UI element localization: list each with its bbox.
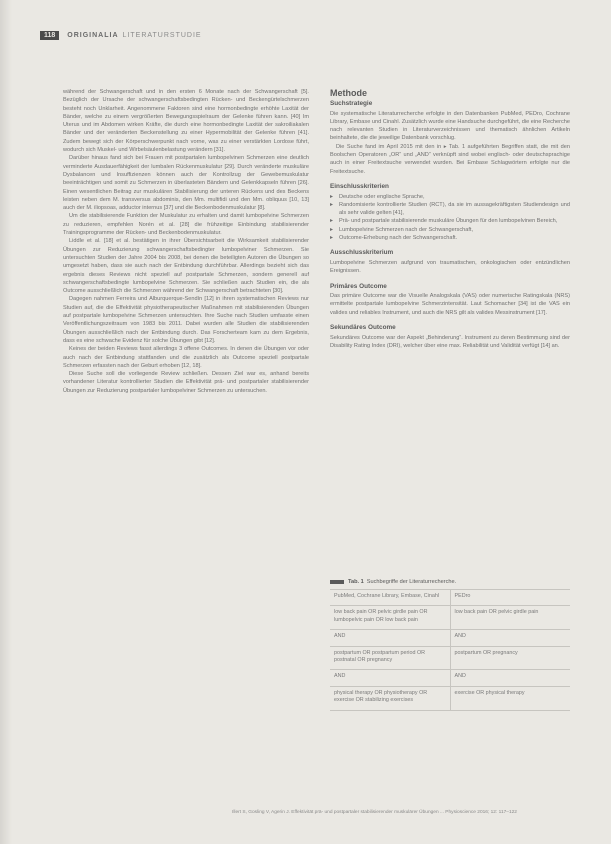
methods-heading: Methode — [330, 88, 367, 98]
body-paragraph: Diese Suche soll die vorliegende Review schließen. Dessen Ziel war es, anhand bereits vorhandener Literatur kontrollierter Studien die Effektivität prä- und postpartaler stabilisierender Übungen zur Reduzierung postpartaler lumbopelviner Schmerzen zu untersuchen. — [63, 371, 309, 394]
section-label: ORIGINALIA — [67, 31, 119, 39]
table-cell: physical therapy OR physiotherapy OR exercise OR stabilizing exercises — [330, 686, 450, 710]
list-item: ▸ Lumbopelvine Schmerzen nach der Schwangerschaft, — [330, 226, 570, 234]
body-paragraph: Keines der beiden Reviews fasst allerdings 3 offene Outcomes. In denen die Übungen vor oder auch nach der Entbindung stattfanden und die zusätzlich als Outcome speziell postpartale Schmerzen erfassten nach der Geburt erhoben [12, 18]. — [63, 346, 309, 369]
body-paragraph: Lumbopelvine Schmerzen aufgrund von traumatischen, onkologischen oder entzündlichen Ereignissen. — [330, 259, 570, 275]
inclusion-list — [330, 193, 570, 243]
body-paragraph: Liddle et al. [18] et al. bestätigen in ihrer Übersichtsarbeit die Wirksamkeit stabilisierender Übungen zur Reduzierung schwangerschaftsbedingter lumbopelviner Schmerzen. Sie untersuchten Studien der Jahre 2004 bis 2008, bei denen die beteiligten Autoren die Übungen so umgesetzt haben, dass sie auch nach der Entbindung durchführbar. Allerdings bezieht sich das ergebnis dieses Reviews nicht speziell auf postpartale Schmerzen, sondern generell auf schwangerschaftsbedingte lumbopelvine Schmerzen. Sie schließen auch Studien ein, die als Outcome ausschließlich die Schmerzen während der Schwangerschaft betrachteten [30]. — [63, 238, 309, 295]
table-row — [330, 606, 570, 630]
table-cell: low back pain OR pelvic girdle pain OR lumbopelvic pain OR low back pain — [330, 606, 450, 630]
body-paragraph: Die systematische Literaturrecherche erfolgte in den Datenbanken PubMed, PEDro, Cochrane Library, Embase und Cinahl. Zusätzlich wurde eine Handsuche durchgeführt, die eine Recherche nach relevanten Studien in Literaturverzeichnissen und thematisch ähnlichen Artikeln beinhaltete, die die jeweilige Datenbank vorschlug. — [330, 110, 570, 142]
page-number: 118 — [40, 31, 59, 40]
subsection-label: LITERATURSTUDIE — [122, 31, 202, 39]
search-strategy-heading: Suchstrategie — [330, 100, 373, 107]
table-row — [330, 630, 570, 646]
table-cell: PubMed, Cochrane Library, Embase, Cinahl — [330, 590, 450, 606]
exclusion-criterion-heading: Ausschlusskriterium — [330, 249, 394, 257]
table-row — [330, 590, 570, 606]
table-cell: PEDro — [450, 590, 570, 606]
right-column — [330, 88, 570, 350]
body-paragraph: Die Suche fand im April 2015 mit den in ▸ Tab. 1 aufgeführten Begriffen statt, die mit den Boolschen Operatoren „OR“ und „AND“ verknüpft sind wobei englisch- oder deutschsprachige auch in einer Freitextsuche verwendet wurden. Bei Embase Schlagwörtern erfolgte nur die Freitextsuche. — [330, 143, 570, 175]
list-item: ▸ Deutsche oder englische Sprache, — [330, 193, 570, 201]
table-cell: low back pain OR pelvic girdle pain — [450, 606, 570, 630]
body-paragraph: Darüber hinaus fand sich bei Frauen mit postpartalen lumbopelvinen Schmerzen eine deutlich verminderte Ausdauerfähigkeit der lumbalen Rückenmuskulatur [29]. Durch veränderte muskuläre Dysbalancen und Insuffizienzen können auch der Kontrollzug der Gewebemuskulatur beeinträchtigen und somit zu Schmerzen in überlasteten Bändern und Gelenkkapseln führen [26]. Einen wesentlichen Beitrag zur muskulären Stabilisierung der unteren Rückens und des Beckens leisten neben dem M. transversus abdominis, den Mm. multifidi und den Mm. obliquus [10, 13] auch der M. iliopsoas, adductor internus [37] und die Beckenbodenmuskulatur [8]. — [63, 155, 309, 212]
table-cell: AND — [450, 670, 570, 686]
secondary-outcome-heading: Sekundäres Outcome — [330, 324, 396, 332]
table-row — [330, 670, 570, 686]
table-cell: exercise OR physical therapy — [450, 686, 570, 710]
table-caption-text: Suchbegriffe der Literaturrecherche. — [366, 579, 457, 585]
table-cell: AND — [450, 630, 570, 646]
table-caption — [330, 578, 570, 586]
list-item: ▸ Prä- und postpartale stabilisierende muskuläre Übungen für den lumbopelvinen Bereich, — [330, 217, 570, 225]
page-footer-citation: Illert S, Gosling V, Agerin J. Effektivität prä- und postpartaler stabilisierender muskulärer Übungen ... Physioscience 2016; 12: 117–122 — [232, 810, 517, 815]
inclusion-criteria-heading: Einschlusskriterien — [330, 182, 389, 190]
primary-outcome-heading: Primäres Outcome — [330, 282, 387, 290]
table-cell: postpartum OR postpartum period OR postnatal OR pregnancy — [330, 646, 450, 670]
table-cell: AND — [330, 630, 450, 646]
running-header — [40, 30, 570, 40]
list-item: ▸ Randomisierte kontrollierte Studien (RCT), da sie im aussagekräftigsten Studiendesign und als sehr valide gelten [41], — [330, 201, 570, 218]
binding-shadow — [0, 0, 12, 844]
caption-marker — [330, 580, 344, 584]
table-row — [330, 686, 570, 710]
table-label: Tab. 1 — [348, 579, 364, 585]
list-item: ▸ Outcome-Erhebung nach der Schwangerschaft. — [330, 234, 570, 242]
body-paragraph: Dagegen nahmen Ferreira und Alburquerque-Sendín [12] in ihren systematischen Reviews nur Studien auf, die die Effektivität physiotherapeutischer Maßnahmen mit stabilisierenden Übungen auf postpartale lumbopelvine Schmerzen untersuchten. Ihre Suche nach Studien umfasste einen Veröffentlichungszeitraum von 1983 bis 2011. Dabei wurden alle Studien die stabilisierenden Übungen ausschließlich nach der Entbindung durch. Das Forscherteam kam zu dem Ergebnis, dass es eine schwache Evidenz für solche Übungen gibt [12]. — [63, 296, 309, 344]
left-column — [63, 88, 309, 395]
body-paragraph: während der Schwangerschaft und in den ersten 6 Monate nach der Schwangerschaft [5]. Bezüglich der Ursache der schwangerschaftsbedingten Rücken- und Beckengürtelschmerzen besteht noch Unklarheit. Angenommene Faktoren sind eine hormonbedingte erhöhte Laxität der Bänder, welche zu einem vergrößerten Bewegungsspielraum der Gelenke führen kann. [40] Im Uterus und im Abdomen wirken Kräfte, die durch eine hormonbedingte Laxität der sakroiliakalen Bänder und der veränderten Beckenstellung zu einer Hypermobilität der Gelenke führen [41]. Zudem bewegt sich der Körperschwerpunkt nach vorne, was zu einer verstärkten Lordose führt, wodurch sich Muskel- und Wirbelsäulenbelastung verändern [31]. — [63, 89, 309, 154]
table-row — [330, 646, 570, 670]
body-paragraph: Das primäre Outcome war die Visuelle Analogskala (VAS) oder numerische Ratingskala (NRS) ermittelte postpartale lumbopelvine Schmerzintensität. Laut Schomacher [34] ist die VAS ein valides und reliables Instrument, und auch die NRS gilt als valides Messinstrument [17]. — [330, 293, 570, 316]
body-paragraph: Um die stabilisierende Funktion der Muskulatur zu erhalten und damit lumbopelvine Schmerzen zu reduzieren, empfehlen Norén et al. [28] die frühzeitige Einbindung stabilisierender Trainingsprogramme der Rücken- und Beckenbodenmuskulatur. — [63, 213, 309, 237]
table-cell: AND — [330, 670, 450, 686]
search-terms-table — [330, 589, 570, 711]
search-terms-table-block — [330, 578, 570, 711]
body-paragraph: Sekundäres Outcome war der Aspekt „Behinderung“. Instrument zu deren Bestimmung sind der Disability Rating Index (DRI), welcher über eine max. Reliabilität und Validität verfügt [14] an. — [330, 334, 570, 349]
table-cell: postpartum OR pregnancy — [450, 646, 570, 670]
